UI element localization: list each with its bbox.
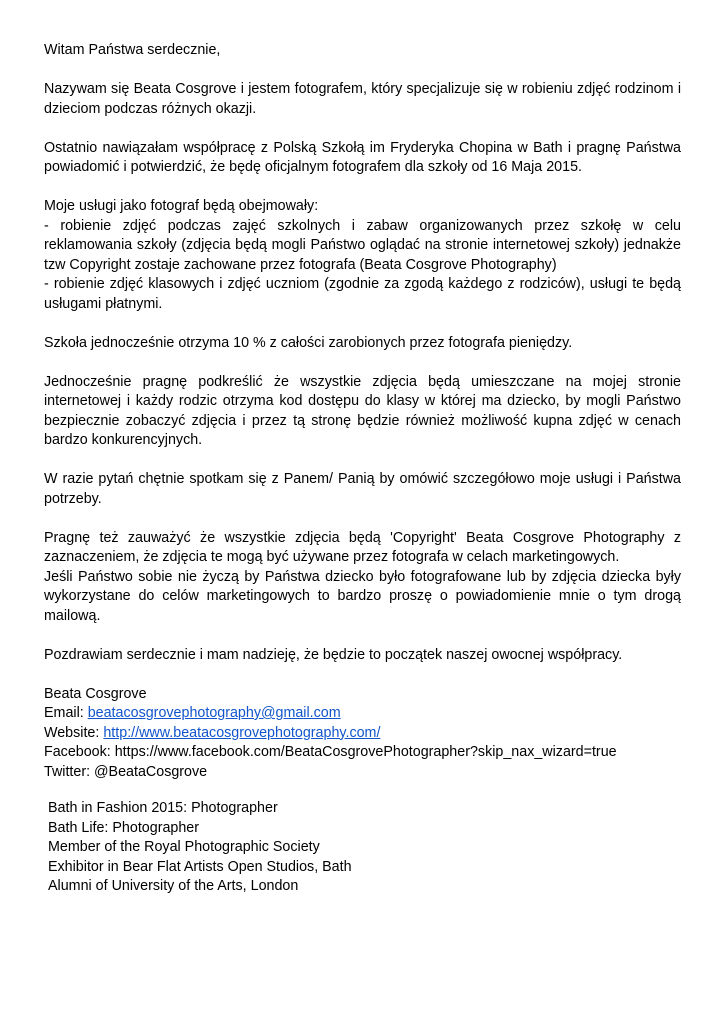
copyright-notice: Pragnę też zauważyć że wszystkie zdjęcia będą 'Copyright' Beata Cosgrove Photography z zaznaczeniem, że zdjęcia te mogą być używane przez fotografa w celach marketingowych.: [44, 529, 681, 565]
services-item-school-events: - robienie zdjęć podczas zajęć szkolnych i zabaw organizowanych przez szkołę w celu reklamowania szkoły (zdjęcia będą mogli Państwo oglądać na stronie internetowej szkoły) jednakże tzw Copyright zostaje zachowane przez fotografa (Beata Cosgrove Photography): [44, 217, 681, 273]
website-label: Website:: [44, 724, 104, 741]
services-item-class-photos: - robienie zdjęć klasowych i zdjęć uczniom (zgodnie za zgodą każdego z rodziców), usługi te będą usługami płatnymi.: [44, 276, 681, 312]
closing-paragraph: Pozdrawiam serdecznie i mam nadzieję, że będzie to początek naszej owocnej współpracy.: [44, 646, 623, 663]
letter: [44, 41, 681, 897]
greeting: Witam Państwa serdecznie,: [44, 42, 221, 58]
services-section: [44, 197, 681, 314]
website-link[interactable]: http://www.beatacosgrovephotography.com/: [103, 724, 381, 741]
signature-name: Beata Cosgrove: [44, 685, 147, 702]
email-label: Email:: [44, 705, 88, 721]
school-share-paragraph: Szkoła jednocześnie otrzyma 10 % z całości zarobionych przez fotografa pieniędzy.: [44, 334, 573, 351]
opt-out-notice: Jeśli Państwo sobie nie życzą by Państwa dziecko było fotografowane lub by zdjęcia dziecka były wykorzystane do celów marketingowych to bardzo proszę o powiadomienie mnie o tym drogą mailową.: [44, 568, 681, 624]
facebook-line: Facebook: https://www.facebook.com/BeataCosgrovePhotographer?skip_nax_wizard=true: [44, 744, 617, 760]
services-heading: Moje usługi jako fotograf będą obejmowały:: [44, 198, 319, 214]
credential-item: Alumni of University of the Arts, London: [48, 878, 299, 894]
email-link[interactable]: beatacosgrovephotography@gmail.com: [87, 705, 341, 721]
intro-paragraph: Nazywam się Beata Cosgrove i jestem fotografem, który specjalizuje się w robieniu zdjęć rodzinom i dzieciom podczas różnych okazji.: [44, 81, 681, 117]
email-line: [44, 704, 681, 724]
online-gallery-paragraph: Jednocześnie pragnę podkreślić że wszystkie zdjęcia będą umieszczane na mojej stronie internetowej i każdy rodzic otrzyma kod dostępu do klasy w której ma dziecko, by mogli Państwo bezpiecznie zobaczyć zdjęcia i przez tą stronę będzie również możliwość kupna zdjęć w cenach bardzo konkurencyjnych.: [44, 373, 681, 448]
website-line: [44, 724, 681, 744]
cooperation-paragraph: Ostatnio nawiązałam współpracę z Polską Szkołą im Fryderyka Chopina w Bath i pragnę Państwa powiadomić i potwierdzić, że będę oficjalnym fotografem dla szkoły od 16 Maja 2015.: [44, 139, 681, 175]
meeting-paragraph: W razie pytań chętnie spotkam się z Panem/ Panią by omówić szczegółowo moje usługi i Państwa potrzeby.: [44, 471, 681, 507]
credentials-list: [44, 799, 681, 897]
credential-item: Bath in Fashion 2015: Photographer: [48, 800, 278, 816]
twitter-line: Twitter: @BeataCosgrove: [44, 763, 208, 780]
credential-item: Exhibitor in Bear Flat Artists Open Studios, Bath: [48, 858, 352, 875]
credential-item: Member of the Royal Photographic Society: [48, 839, 320, 855]
copyright-section: [44, 529, 681, 627]
signature-block: [44, 685, 681, 783]
credential-item: Bath Life: Photographer: [48, 819, 200, 836]
